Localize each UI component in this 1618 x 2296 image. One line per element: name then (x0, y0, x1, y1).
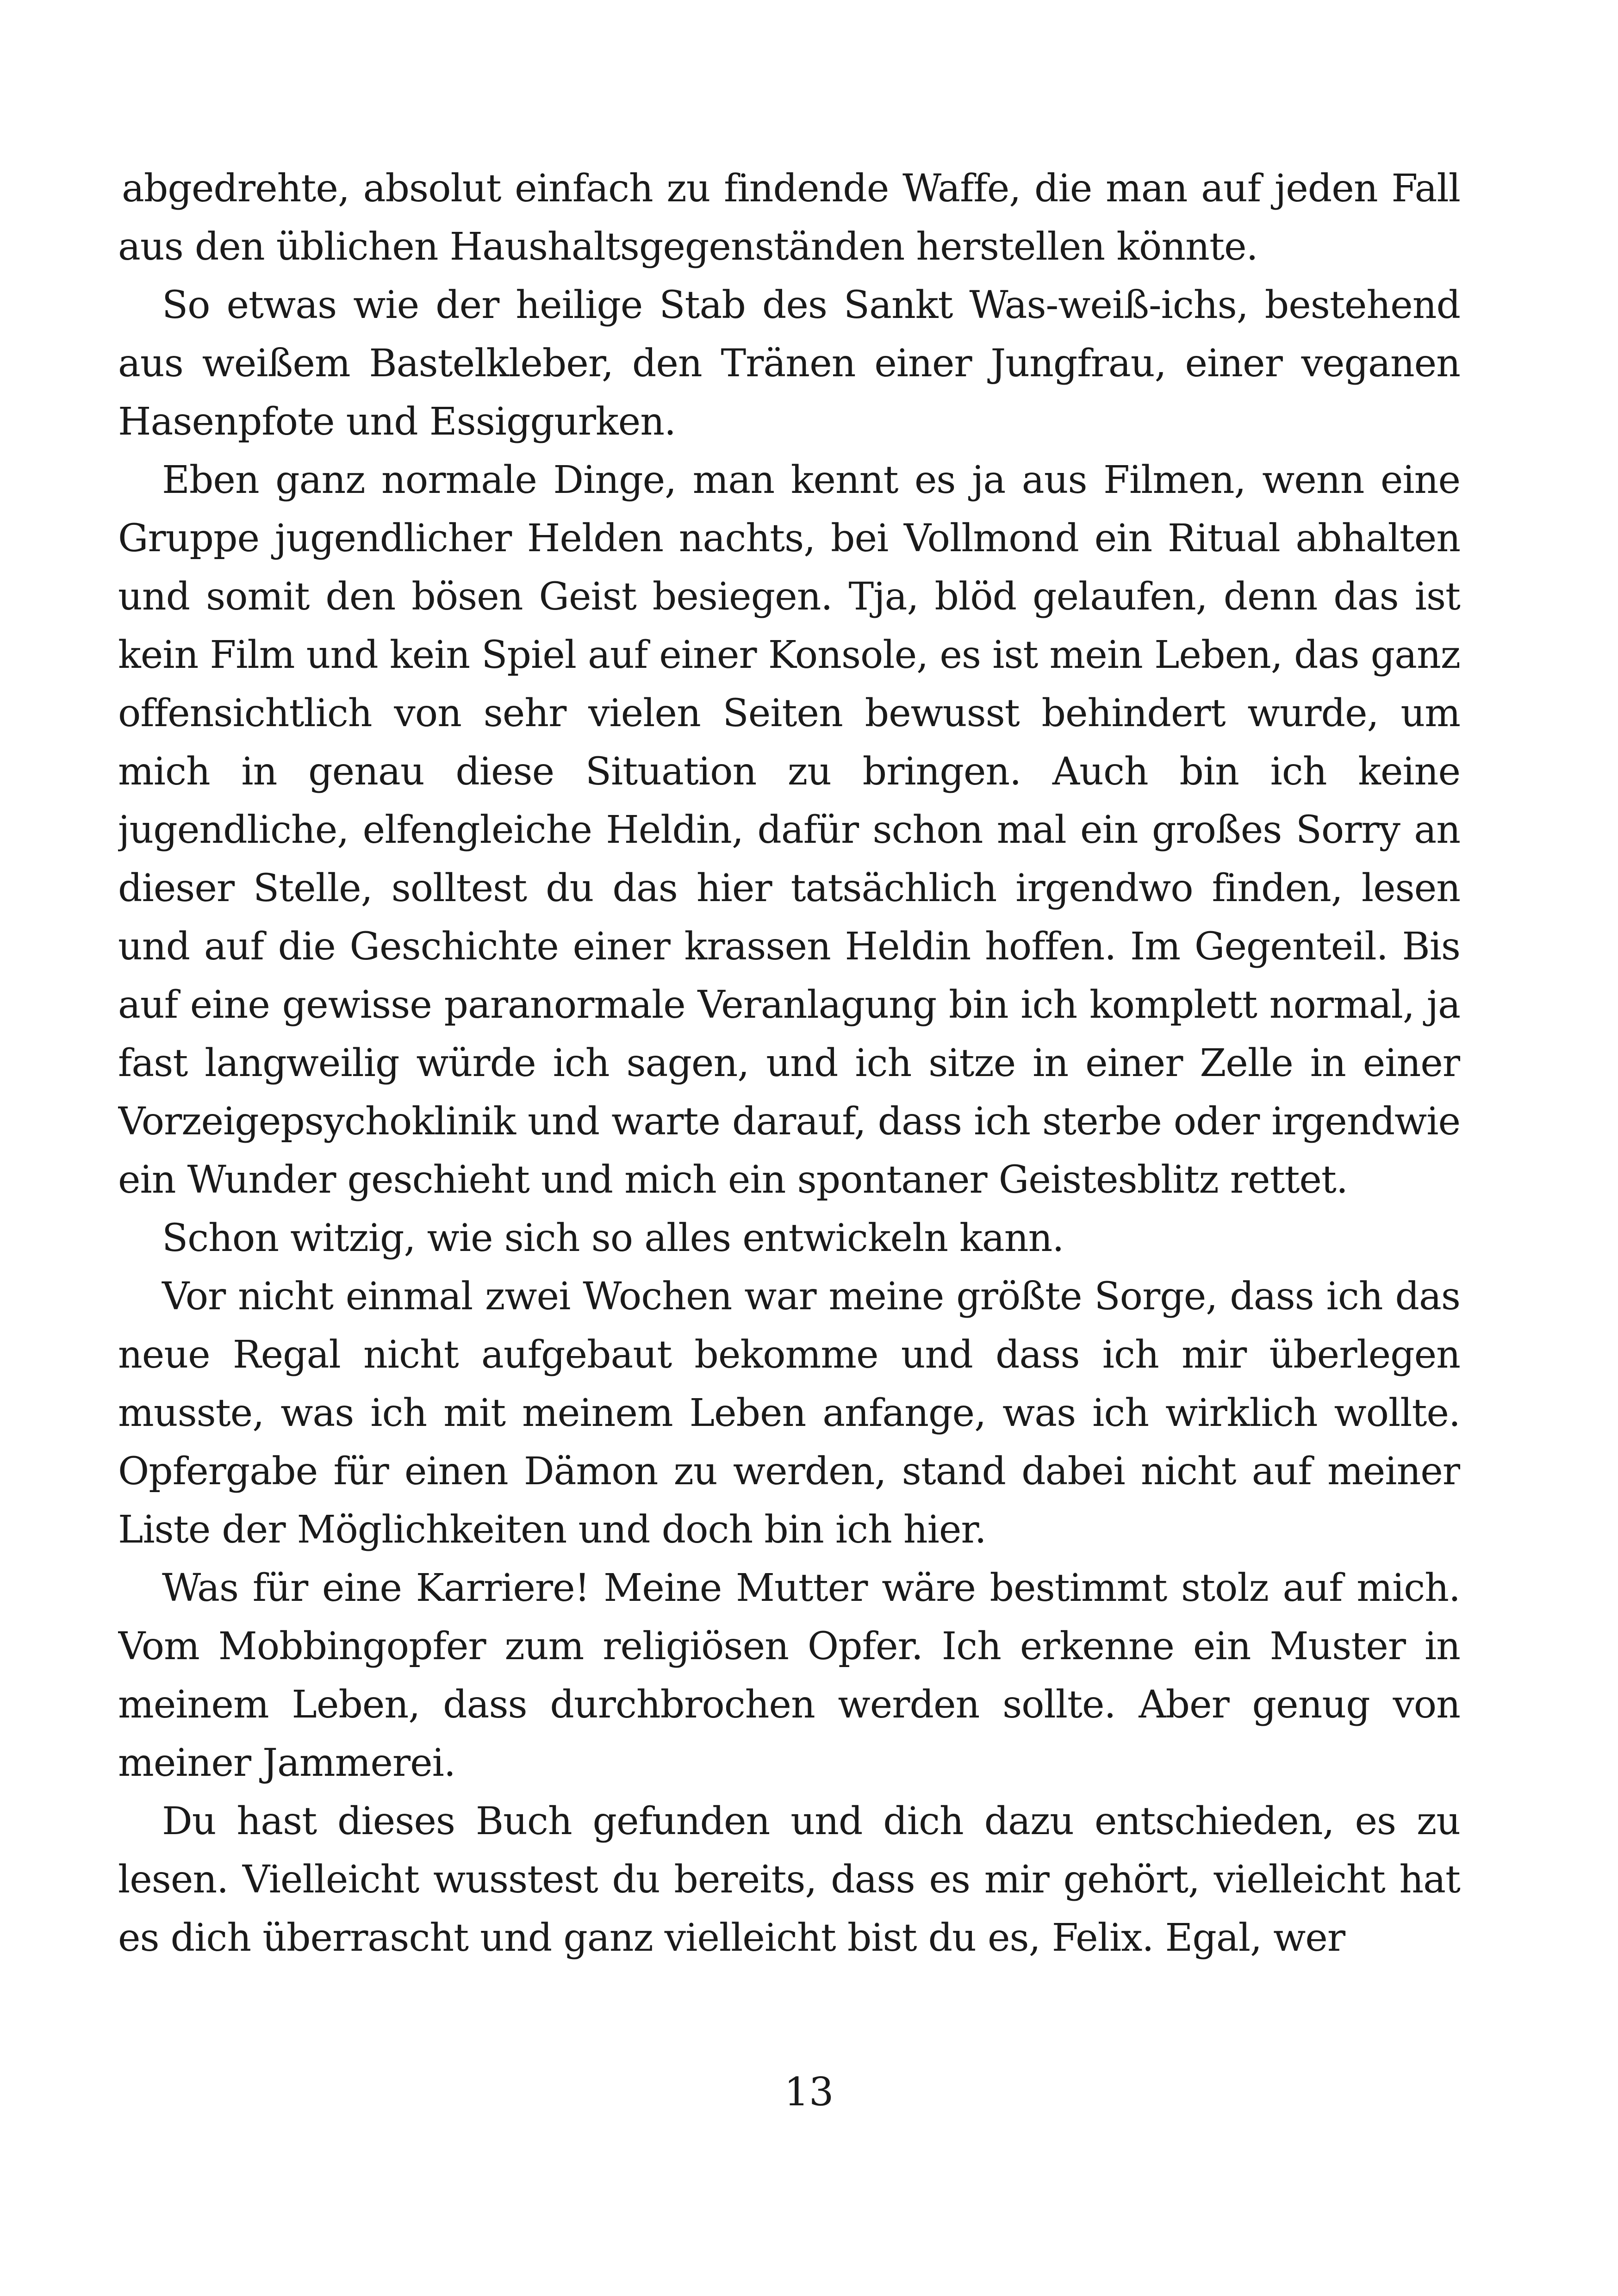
paragraph-2: So etwas wie der heilige Stab des Sankt Was-weiß-ichs, bestehend aus weißem Bastelkleber, den Tränen einer Jungfrau, einer veganen Hasenpfote und Essiggurken. (118, 283, 1460, 444)
page-number: 13 (784, 2069, 834, 2115)
paragraph-4: Schon witzig, wie sich so alles entwickeln kann. (162, 1216, 1064, 1260)
paragraph-5: Vor nicht einmal zwei Wochen war meine größte Sorge, dass ich das neue Regal nicht aufgebaut bekomme und dass ich mir überlegen musste, was ich mit meinem Leben anfange, was ich wirklich wollte. Opfergabe für einen Dämon zu werden, stand dabei nicht auf meiner Liste der Möglichkeiten und doch bin ich hier. (118, 1275, 1460, 1552)
paragraph-7: Du hast dieses Buch gefunden und dich dazu entschieden, es zu lesen. Vielleicht wusstest du bereits, dass es mir gehört, vielleicht hat es dich überrascht und ganz vielleicht bist du es, Felix. Egal, wer (118, 1799, 1460, 1960)
paragraph-6: Was für eine Karriere! Meine Mutter wäre bestimmt stolz auf mich. Vom Mobbingopfer zum religiösen Opfer. Ich erkenne ein Muster in meinem Leben, dass durchbrochen werden sollte. Aber genug von meiner Jammerei. (118, 1566, 1460, 1785)
paragraph-3: Eben ganz normale Dinge, man kennt es ja aus Filmen, wenn eine Gruppe jugendlicher Helden nachts, bei Vollmond ein Ritual abhalten und somit den bösen Geist besiegen. Tja, blöd gelaufen, denn das ist kein Film und kein Spiel auf einer Konsole, es ist mein Leben, das ganz offensichtlich von sehr vielen Seiten bewusst behindert wurde, um mich in genau diese Situation zu bringen. Auch bin ich keine jugendliche, elfengleiche Heldin, dafür schon mal ein großes Sorry an dieser Stelle, solltest du das hier tatsächlich irgendwo finden, lesen und auf die Geschichte einer krassen Heldin hoffen. Im Gegenteil. Bis auf eine gewisse paranormale Veranlagung bin ich komplett normal, ja fast langweilig würde ich sagen, und ich sitze in einer Zelle in einer Vorzeigepsychoklinik und warte darauf, dass ich sterbe oder irgendwie ein Wunder geschieht und mich ein spontaner Geistesblitz rettet. (118, 458, 1460, 1202)
page-body (118, 160, 1460, 2025)
paragraph-1: abgedrehte, absolut einfach zu findende Waffe, die man auf jeden Fall aus den üblichen Haushaltsgegenständen herstellen könnte. (118, 167, 1460, 269)
